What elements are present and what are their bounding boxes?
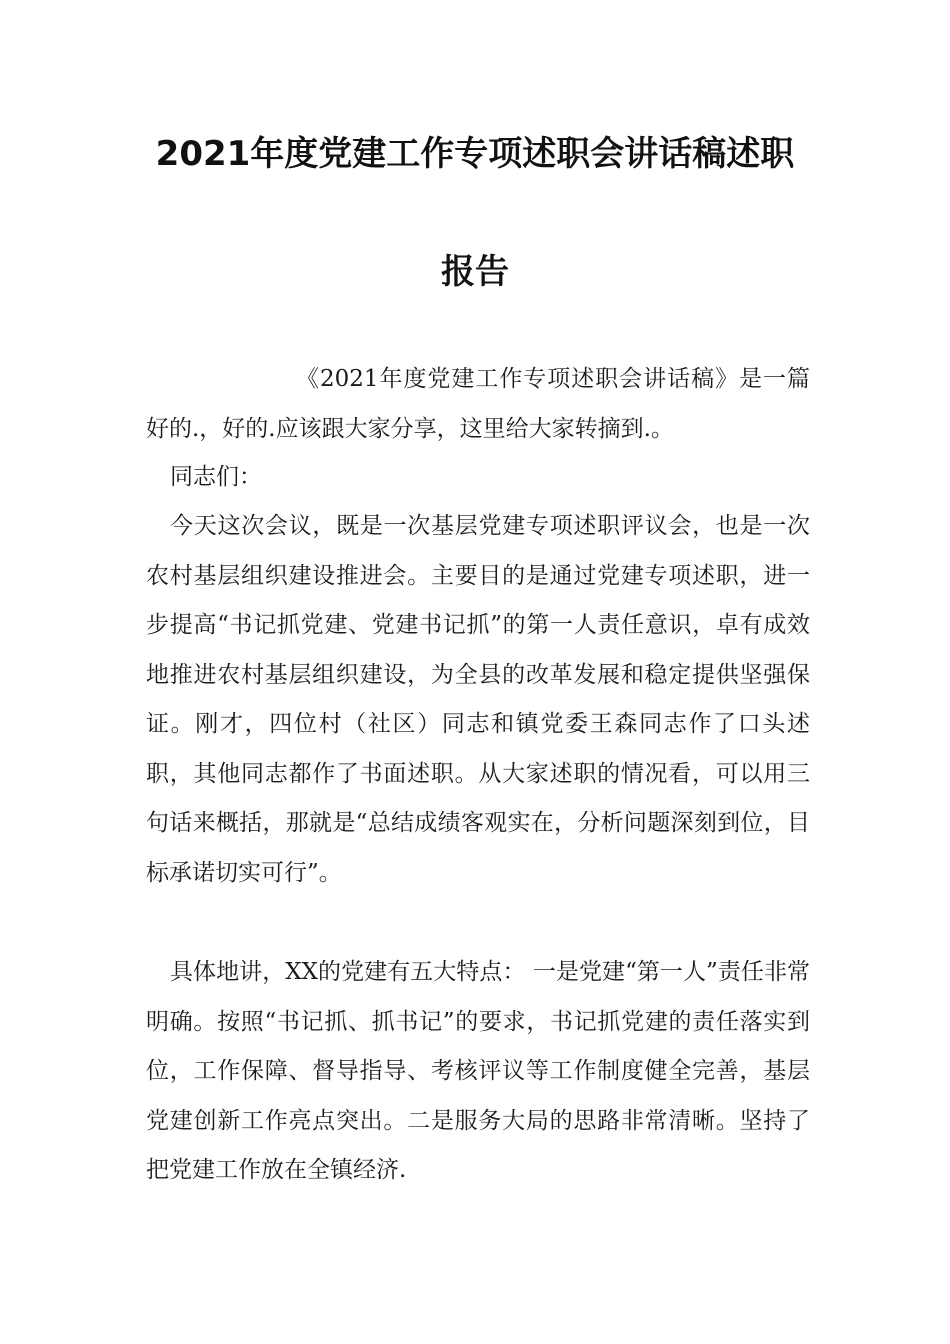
intro-paragraph: 《2021年度党建工作专项述职会讲话稿》是一篇好的.，好的.应该跟大家分享，这里给大家转摘到.。 [146, 366, 810, 442]
document-body-salutation [146, 453, 810, 503]
document-body-details [146, 948, 810, 1196]
document-title-line-2: 报告 [441, 252, 509, 292]
salutation-paragraph: 同志们： [170, 464, 262, 490]
body-paragraph: 具体地讲，XX的党建有五大特点： 一是党建“第一人”责任非常明确。按照“书记抓、抓书记”的要求，书记抓党建的责任落实到位，工作保障、督导指导、考核评议等工作制度健全完善，基层党建创新工作亮点突出。二是服务大局的思路非常清晰。坚持了把党建工作放在全镇经济. [146, 959, 810, 1183]
body-paragraph: 今天这次会议，既是一次基层党建专项述职评议会，也是一次农村基层组织建设推进会。主要目的是通过党建专项述职，进一步提高“书记抓党建、党建书记抓”的第一人责任意识，卓有成效地推进农村基层组织建设，为全县的改革发展和稳定提供坚强保证。刚才，四位村（社区）同志和镇党委王森同志作了口头述职，其他同志都作了书面述职。从大家述职的情况看，可以用三句话来概括，那就是“总结成绩客观实在，分析问题深刻到位，目标承诺切实可行”。 [146, 513, 810, 886]
document-title-line-1: 2021年度党建工作专项述职会讲话稿述职 [155, 134, 795, 174]
document-body-main [146, 502, 810, 898]
document-body-intro [146, 355, 810, 454]
